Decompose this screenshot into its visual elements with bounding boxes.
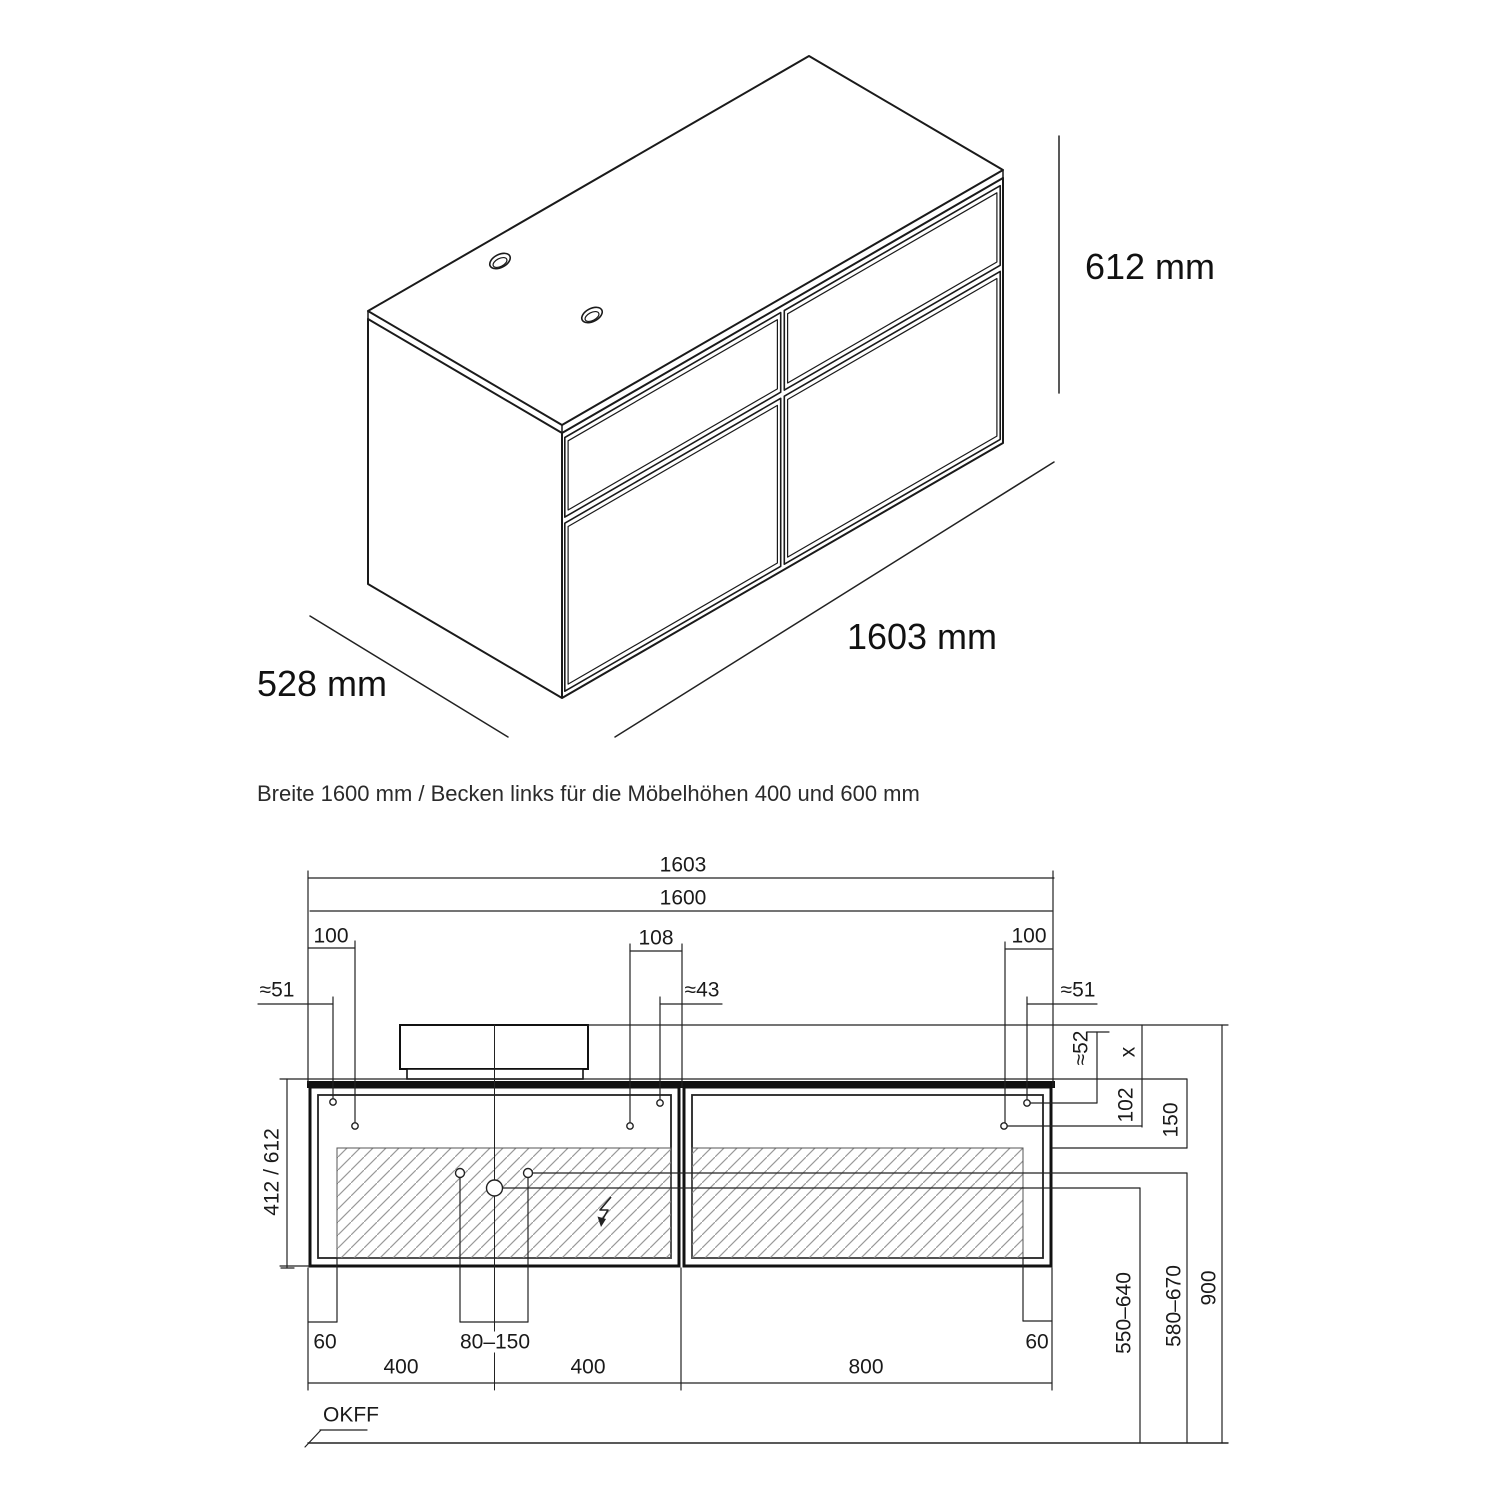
dim-cabinet-height: 412 / 612 [260,1128,284,1216]
dim-cutout-margin-right: 60 [1025,1330,1049,1354]
dim-total-width: 1600 [659,886,707,910]
dim-faucet-offset: 80–150 [459,1330,531,1354]
dim-cutout-margin-left: 60 [313,1330,337,1354]
cutout-hatch-right [692,1148,1023,1258]
dim-hole-inset-right: ≈51 [1060,978,1096,1002]
dim-iso-depth: 528 mm [256,663,388,704]
dim-hole-offset-left: 100 [313,924,349,948]
dim-mount-height: 900 [1197,1270,1221,1306]
dim-hole-offset-mid: 108 [638,926,674,950]
tap-holes [487,250,605,326]
dim-iso-height: 612 mm [1084,246,1216,287]
dim-top-to-hole-row1: ≈52 [1069,1030,1093,1066]
dim-supply-height: 580–670 [1162,1265,1186,1347]
dim-top-to-hole-row2: 102 [1114,1087,1138,1123]
dim-top-to-cutout: 150 [1159,1102,1183,1138]
dim-bottom-seg-left: 400 [383,1355,419,1379]
dim-total-width-incl-countertop: 1603 [659,853,707,877]
floor-reference-label: OKFF [323,1403,379,1427]
dim-drain-height: 550–640 [1112,1272,1136,1354]
dim-hole-offset-right: 100 [1011,924,1047,948]
dim-iso-width: 1603 mm [846,616,998,657]
dim-hole-inset-mid: ≈43 [684,978,720,1002]
cutout-hatch-left [337,1148,671,1258]
dim-basin-height: x [1116,1046,1140,1058]
drawing-caption: Breite 1600 mm / Becken links für die Möbelhöhen 400 und 600 mm [257,781,920,806]
dim-bottom-seg-right: 800 [848,1355,884,1379]
dim-hole-inset-left: ≈51 [259,978,295,1002]
dim-bottom-seg-mid: 400 [570,1355,606,1379]
